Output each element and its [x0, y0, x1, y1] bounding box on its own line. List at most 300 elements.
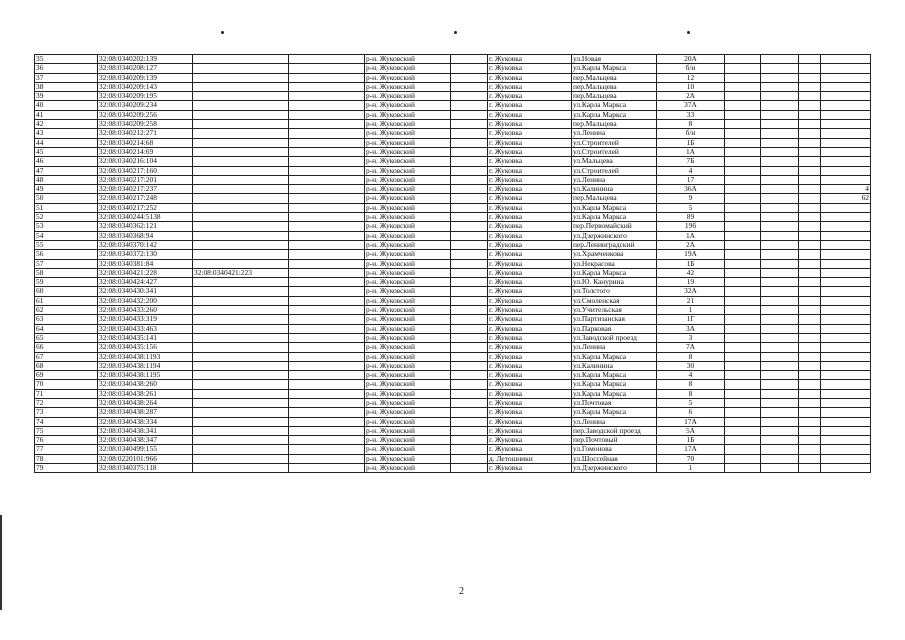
quantity-cell [821, 426, 871, 435]
street-cell: ул.Карла Маркса [572, 352, 657, 361]
settlement-cell: г. Жуковка [488, 64, 572, 73]
empty-cell [451, 250, 488, 259]
quantity-cell [821, 287, 871, 296]
previous-cadastral-number-cell [193, 157, 289, 166]
settlement-cell: г. Жуковка [488, 464, 572, 473]
table-row [35, 82, 871, 91]
house-number-cell: 5 [657, 398, 725, 407]
empty-cell [725, 175, 761, 184]
district-cell: р-н. Жуковский [365, 464, 451, 473]
empty-cell [725, 250, 761, 259]
table-row [35, 166, 871, 175]
settlement-cell: г. Жуковка [488, 259, 572, 268]
district-cell: р-н. Жуковский [365, 240, 451, 249]
district-cell: р-н. Жуковский [365, 352, 451, 361]
quantity-cell [821, 157, 871, 166]
empty-cell [799, 380, 821, 389]
empty-cell [761, 278, 799, 287]
house-number-cell: 1 [657, 464, 725, 473]
street-cell: ул.Смоленская [572, 296, 657, 305]
empty-cell [451, 213, 488, 222]
street-cell: пер.Мальцева [572, 82, 657, 91]
empty-cell [799, 110, 821, 119]
house-number-cell: 1 [657, 306, 725, 315]
empty-cell [451, 82, 488, 91]
row-number-cell: 59 [35, 278, 98, 287]
empty-cell [799, 240, 821, 249]
empty-cell [289, 454, 365, 463]
empty-cell [799, 185, 821, 194]
empty-cell [725, 185, 761, 194]
empty-cell [451, 426, 488, 435]
settlement-cell: г. Жуковка [488, 361, 572, 370]
quantity-cell [821, 213, 871, 222]
empty-cell [289, 194, 365, 203]
quantity-cell [821, 250, 871, 259]
street-cell: пер.Мальцева [572, 120, 657, 129]
empty-cell [451, 296, 488, 305]
house-number-cell: 4 [657, 166, 725, 175]
street-cell: ул.Заводской проезд [572, 333, 657, 342]
district-cell: р-н. Жуковский [365, 250, 451, 259]
previous-cadastral-number-cell [193, 445, 289, 454]
district-cell: р-н. Жуковский [365, 315, 451, 324]
house-number-cell: б/н [657, 129, 725, 138]
settlement-cell: г. Жуковка [488, 315, 572, 324]
row-number-cell: 78 [35, 454, 98, 463]
district-cell: р-н. Жуковский [365, 287, 451, 296]
table-row [35, 436, 871, 445]
empty-cell [451, 324, 488, 333]
empty-cell [289, 306, 365, 315]
street-cell: пер.Мальцева [572, 194, 657, 203]
empty-cell [289, 175, 365, 184]
empty-cell [289, 138, 365, 147]
cadastral-number-cell: 32:08:0340438:1195 [98, 371, 193, 380]
district-cell: р-н. Жуковский [365, 129, 451, 138]
table-row [35, 324, 871, 333]
cadastral-number-cell: 32:08:0340435:141 [98, 333, 193, 342]
empty-cell [725, 194, 761, 203]
cadastral-number-cell: 32:08:0340375:118 [98, 464, 193, 473]
previous-cadastral-number-cell [193, 306, 289, 315]
street-cell: ул.Новая [572, 55, 657, 64]
quantity-cell [821, 315, 871, 324]
empty-cell [289, 426, 365, 435]
scan-speck-2 [454, 31, 457, 34]
settlement-cell: г. Жуковка [488, 157, 572, 166]
district-cell: р-н. Жуковский [365, 454, 451, 463]
empty-cell [799, 250, 821, 259]
empty-cell [451, 333, 488, 342]
empty-cell [289, 296, 365, 305]
empty-cell [761, 147, 799, 156]
empty-cell [725, 352, 761, 361]
register-rows [35, 55, 871, 473]
cadastral-number-cell: 32:08:0340202:139 [98, 55, 193, 64]
empty-cell [725, 64, 761, 73]
empty-cell [451, 361, 488, 370]
previous-cadastral-number-cell [193, 296, 289, 305]
empty-cell [761, 408, 799, 417]
settlement-cell: г. Жуковка [488, 55, 572, 64]
district-cell: р-н. Жуковский [365, 426, 451, 435]
house-number-cell: 17А [657, 417, 725, 426]
empty-cell [289, 203, 365, 212]
empty-cell [761, 296, 799, 305]
street-cell: ул.Карла Маркса [572, 408, 657, 417]
empty-cell [451, 268, 488, 277]
district-cell: р-н. Жуковский [365, 92, 451, 101]
street-cell: ул.Партизанская [572, 315, 657, 324]
street-cell: ул.Карла Маркса [572, 64, 657, 73]
street-cell: ул.Дзержинского [572, 464, 657, 473]
district-cell: р-н. Жуковский [365, 380, 451, 389]
row-number-cell: 55 [35, 240, 98, 249]
quantity-cell [821, 175, 871, 184]
quantity-cell [821, 222, 871, 231]
cadastral-number-cell: 32:08:0340438:341 [98, 426, 193, 435]
settlement-cell: г. Жуковка [488, 352, 572, 361]
street-cell: ул.Ю. Канурина [572, 278, 657, 287]
district-cell: р-н. Жуковский [365, 361, 451, 370]
quantity-cell [821, 138, 871, 147]
empty-cell [761, 175, 799, 184]
empty-cell [799, 166, 821, 175]
empty-cell [761, 454, 799, 463]
quantity-cell [821, 445, 871, 454]
previous-cadastral-number-cell [193, 138, 289, 147]
empty-cell [289, 82, 365, 91]
empty-cell [761, 259, 799, 268]
previous-cadastral-number-cell [193, 454, 289, 463]
settlement-cell: г. Жуковка [488, 324, 572, 333]
empty-cell [761, 82, 799, 91]
quantity-cell [821, 361, 871, 370]
cadastral-number-cell: 32:08:0340209:234 [98, 101, 193, 110]
empty-cell [799, 55, 821, 64]
previous-cadastral-number-cell [193, 129, 289, 138]
empty-cell [451, 398, 488, 407]
district-cell: р-н. Жуковский [365, 408, 451, 417]
empty-cell [725, 101, 761, 110]
previous-cadastral-number-cell [193, 101, 289, 110]
empty-cell [451, 203, 488, 212]
empty-cell [761, 389, 799, 398]
cadastral-number-cell: 32:08:0340216:104 [98, 157, 193, 166]
empty-cell [289, 436, 365, 445]
district-cell: р-н. Жуковский [365, 296, 451, 305]
street-cell: ул.Карла Маркса [572, 380, 657, 389]
empty-cell [761, 231, 799, 240]
cadastral-number-cell: 32:08:0340209:195 [98, 92, 193, 101]
previous-cadastral-number-cell [193, 240, 289, 249]
previous-cadastral-number-cell [193, 371, 289, 380]
empty-cell [451, 315, 488, 324]
cadastral-number-cell: 32:08:0340433:463 [98, 324, 193, 333]
settlement-cell: г. Жуковка [488, 101, 572, 110]
previous-cadastral-number-cell [193, 55, 289, 64]
empty-cell [289, 157, 365, 166]
empty-cell [799, 296, 821, 305]
empty-cell [289, 464, 365, 473]
table-row [35, 185, 871, 194]
scan-speck-1 [221, 31, 224, 34]
house-number-cell: 19А [657, 250, 725, 259]
district-cell: р-н. Жуковский [365, 343, 451, 352]
cadastral-number-cell: 32:08:0340438:1193 [98, 352, 193, 361]
table-row [35, 361, 871, 370]
table-row [35, 398, 871, 407]
table-row [35, 343, 871, 352]
empty-cell [725, 398, 761, 407]
district-cell: р-н. Жуковский [365, 64, 451, 73]
street-cell: ул.Почтовая [572, 398, 657, 407]
empty-cell [799, 175, 821, 184]
empty-cell [289, 361, 365, 370]
street-cell: ул.Карла Маркса [572, 371, 657, 380]
house-number-cell: 8 [657, 389, 725, 398]
street-cell: ул.Толстого [572, 287, 657, 296]
district-cell: р-н. Жуковский [365, 222, 451, 231]
empty-cell [799, 398, 821, 407]
row-number-cell: 69 [35, 371, 98, 380]
house-number-cell: 36А [657, 185, 725, 194]
scan-edge-mark [0, 515, 2, 610]
house-number-cell: 19 [657, 278, 725, 287]
row-number-cell: 43 [35, 129, 98, 138]
empty-cell [761, 101, 799, 110]
cadastral-number-cell: 32:08:0340433:319 [98, 315, 193, 324]
empty-cell [451, 110, 488, 119]
table-row [35, 454, 871, 463]
row-number-cell: 37 [35, 73, 98, 82]
cadastral-number-cell: 32:08:0340362:121 [98, 222, 193, 231]
previous-cadastral-number-cell [193, 231, 289, 240]
house-number-cell: 4 [657, 371, 725, 380]
empty-cell [451, 408, 488, 417]
empty-cell [799, 417, 821, 426]
empty-cell [799, 157, 821, 166]
empty-cell [451, 175, 488, 184]
street-cell: ул.Строителей [572, 138, 657, 147]
row-number-cell: 62 [35, 306, 98, 315]
empty-cell [451, 138, 488, 147]
house-number-cell: 12 [657, 73, 725, 82]
previous-cadastral-number-cell [193, 110, 289, 119]
row-number-cell: 64 [35, 324, 98, 333]
empty-cell [725, 287, 761, 296]
empty-cell [761, 157, 799, 166]
cadastral-number-cell: 32:08:0340438:334 [98, 417, 193, 426]
row-number-cell: 74 [35, 417, 98, 426]
table-row [35, 352, 871, 361]
previous-cadastral-number-cell [193, 147, 289, 156]
settlement-cell: г. Жуковка [488, 250, 572, 259]
empty-cell [289, 445, 365, 454]
empty-cell [725, 306, 761, 315]
table-row [35, 64, 871, 73]
cadastral-number-cell: 32:08:0340433:260 [98, 306, 193, 315]
district-cell: р-н. Жуковский [365, 445, 451, 454]
row-number-cell: 41 [35, 110, 98, 119]
house-number-cell: 8 [657, 380, 725, 389]
empty-cell [289, 352, 365, 361]
empty-cell [289, 240, 365, 249]
empty-cell [761, 352, 799, 361]
empty-cell [799, 147, 821, 156]
settlement-cell: д. Летошники [488, 454, 572, 463]
street-cell: пер.Ленинградский [572, 240, 657, 249]
empty-cell [289, 408, 365, 417]
street-cell: ул.Ленина [572, 129, 657, 138]
previous-cadastral-number-cell: 32:08:0340421:223 [193, 268, 289, 277]
empty-cell [761, 343, 799, 352]
house-number-cell: 1Г [657, 315, 725, 324]
quantity-cell [821, 259, 871, 268]
previous-cadastral-number-cell [193, 278, 289, 287]
empty-cell [761, 129, 799, 138]
row-number-cell: 46 [35, 157, 98, 166]
street-cell: пер.Мальцева [572, 92, 657, 101]
house-number-cell: 5 [657, 203, 725, 212]
empty-cell [289, 166, 365, 175]
quantity-cell [821, 120, 871, 129]
table-row [35, 55, 871, 64]
empty-cell [451, 306, 488, 315]
table-row [35, 296, 871, 305]
quantity-cell [821, 389, 871, 398]
empty-cell [289, 343, 365, 352]
empty-cell [289, 371, 365, 380]
house-number-cell: б/н [657, 64, 725, 73]
row-number-cell: 77 [35, 445, 98, 454]
district-cell: р-н. Жуковский [365, 73, 451, 82]
table-row [35, 147, 871, 156]
house-number-cell: 3А [657, 324, 725, 333]
empty-cell [761, 306, 799, 315]
district-cell: р-н. Жуковский [365, 175, 451, 184]
table-row [35, 371, 871, 380]
row-number-cell: 65 [35, 333, 98, 342]
district-cell: р-н. Жуковский [365, 231, 451, 240]
empty-cell [761, 268, 799, 277]
table-row [35, 231, 871, 240]
empty-cell [761, 445, 799, 454]
empty-cell [289, 92, 365, 101]
empty-cell [761, 426, 799, 435]
empty-cell [799, 371, 821, 380]
street-cell: ул.Карла Маркса [572, 268, 657, 277]
empty-cell [761, 371, 799, 380]
empty-cell [799, 278, 821, 287]
row-number-cell: 56 [35, 250, 98, 259]
cadastral-number-cell: 32:08:0340432:200 [98, 296, 193, 305]
quantity-cell [821, 398, 871, 407]
settlement-cell: г. Жуковка [488, 240, 572, 249]
empty-cell [725, 454, 761, 463]
quantity-cell [821, 101, 871, 110]
district-cell: р-н. Жуковский [365, 185, 451, 194]
house-number-cell: 1Б [657, 436, 725, 445]
district-cell: р-н. Жуковский [365, 259, 451, 268]
empty-cell [799, 333, 821, 342]
quantity-cell [821, 73, 871, 82]
cadastral-number-cell: 32:08:0340424:427 [98, 278, 193, 287]
house-number-cell: 70 [657, 454, 725, 463]
settlement-cell: г. Жуковка [488, 175, 572, 184]
previous-cadastral-number-cell [193, 361, 289, 370]
district-cell: р-н. Жуковский [365, 120, 451, 129]
cadastral-number-cell: 32:08:0340214:69 [98, 147, 193, 156]
cadastral-number-cell: 32:08:0340430:341 [98, 287, 193, 296]
cadastral-number-cell: 32:08:0340438:287 [98, 408, 193, 417]
settlement-cell: г. Жуковка [488, 287, 572, 296]
empty-cell [799, 73, 821, 82]
empty-cell [725, 408, 761, 417]
house-number-cell: 7Б [657, 157, 725, 166]
empty-cell [451, 380, 488, 389]
empty-cell [761, 73, 799, 82]
empty-cell [761, 120, 799, 129]
quantity-cell [821, 436, 871, 445]
table-row [35, 389, 871, 398]
settlement-cell: г. Жуковка [488, 138, 572, 147]
empty-cell [289, 324, 365, 333]
cadastral-number-cell: 32:08:0220101:966 [98, 454, 193, 463]
empty-cell [451, 259, 488, 268]
settlement-cell: г. Жуковка [488, 120, 572, 129]
row-number-cell: 71 [35, 389, 98, 398]
cadastral-number-cell: 32:08:0340217:201 [98, 175, 193, 184]
quantity-cell [821, 464, 871, 473]
previous-cadastral-number-cell [193, 426, 289, 435]
empty-cell [799, 343, 821, 352]
district-cell: р-н. Жуковский [365, 398, 451, 407]
empty-cell [289, 259, 365, 268]
empty-cell [289, 213, 365, 222]
house-number-cell: 17А [657, 445, 725, 454]
empty-cell [725, 203, 761, 212]
empty-cell [761, 138, 799, 147]
street-cell: ул.Некрасова [572, 259, 657, 268]
settlement-cell: г. Жуковка [488, 185, 572, 194]
empty-cell [451, 166, 488, 175]
quantity-cell [821, 203, 871, 212]
table-row [35, 110, 871, 119]
table-row [35, 426, 871, 435]
district-cell: р-н. Жуковский [365, 213, 451, 222]
empty-cell [799, 324, 821, 333]
row-number-cell: 57 [35, 259, 98, 268]
house-number-cell: 7А [657, 343, 725, 352]
district-cell: р-н. Жуковский [365, 371, 451, 380]
empty-cell [725, 333, 761, 342]
quantity-cell [821, 408, 871, 417]
street-cell: ул.Калинина [572, 185, 657, 194]
empty-cell [451, 101, 488, 110]
street-cell: ул.Карла Маркса [572, 101, 657, 110]
empty-cell [289, 398, 365, 407]
empty-cell [451, 120, 488, 129]
street-cell: ул.Дзержинского [572, 231, 657, 240]
empty-cell [725, 147, 761, 156]
table-row [35, 417, 871, 426]
row-number-cell: 67 [35, 352, 98, 361]
previous-cadastral-number-cell [193, 259, 289, 268]
settlement-cell: г. Жуковка [488, 278, 572, 287]
row-number-cell: 51 [35, 203, 98, 212]
